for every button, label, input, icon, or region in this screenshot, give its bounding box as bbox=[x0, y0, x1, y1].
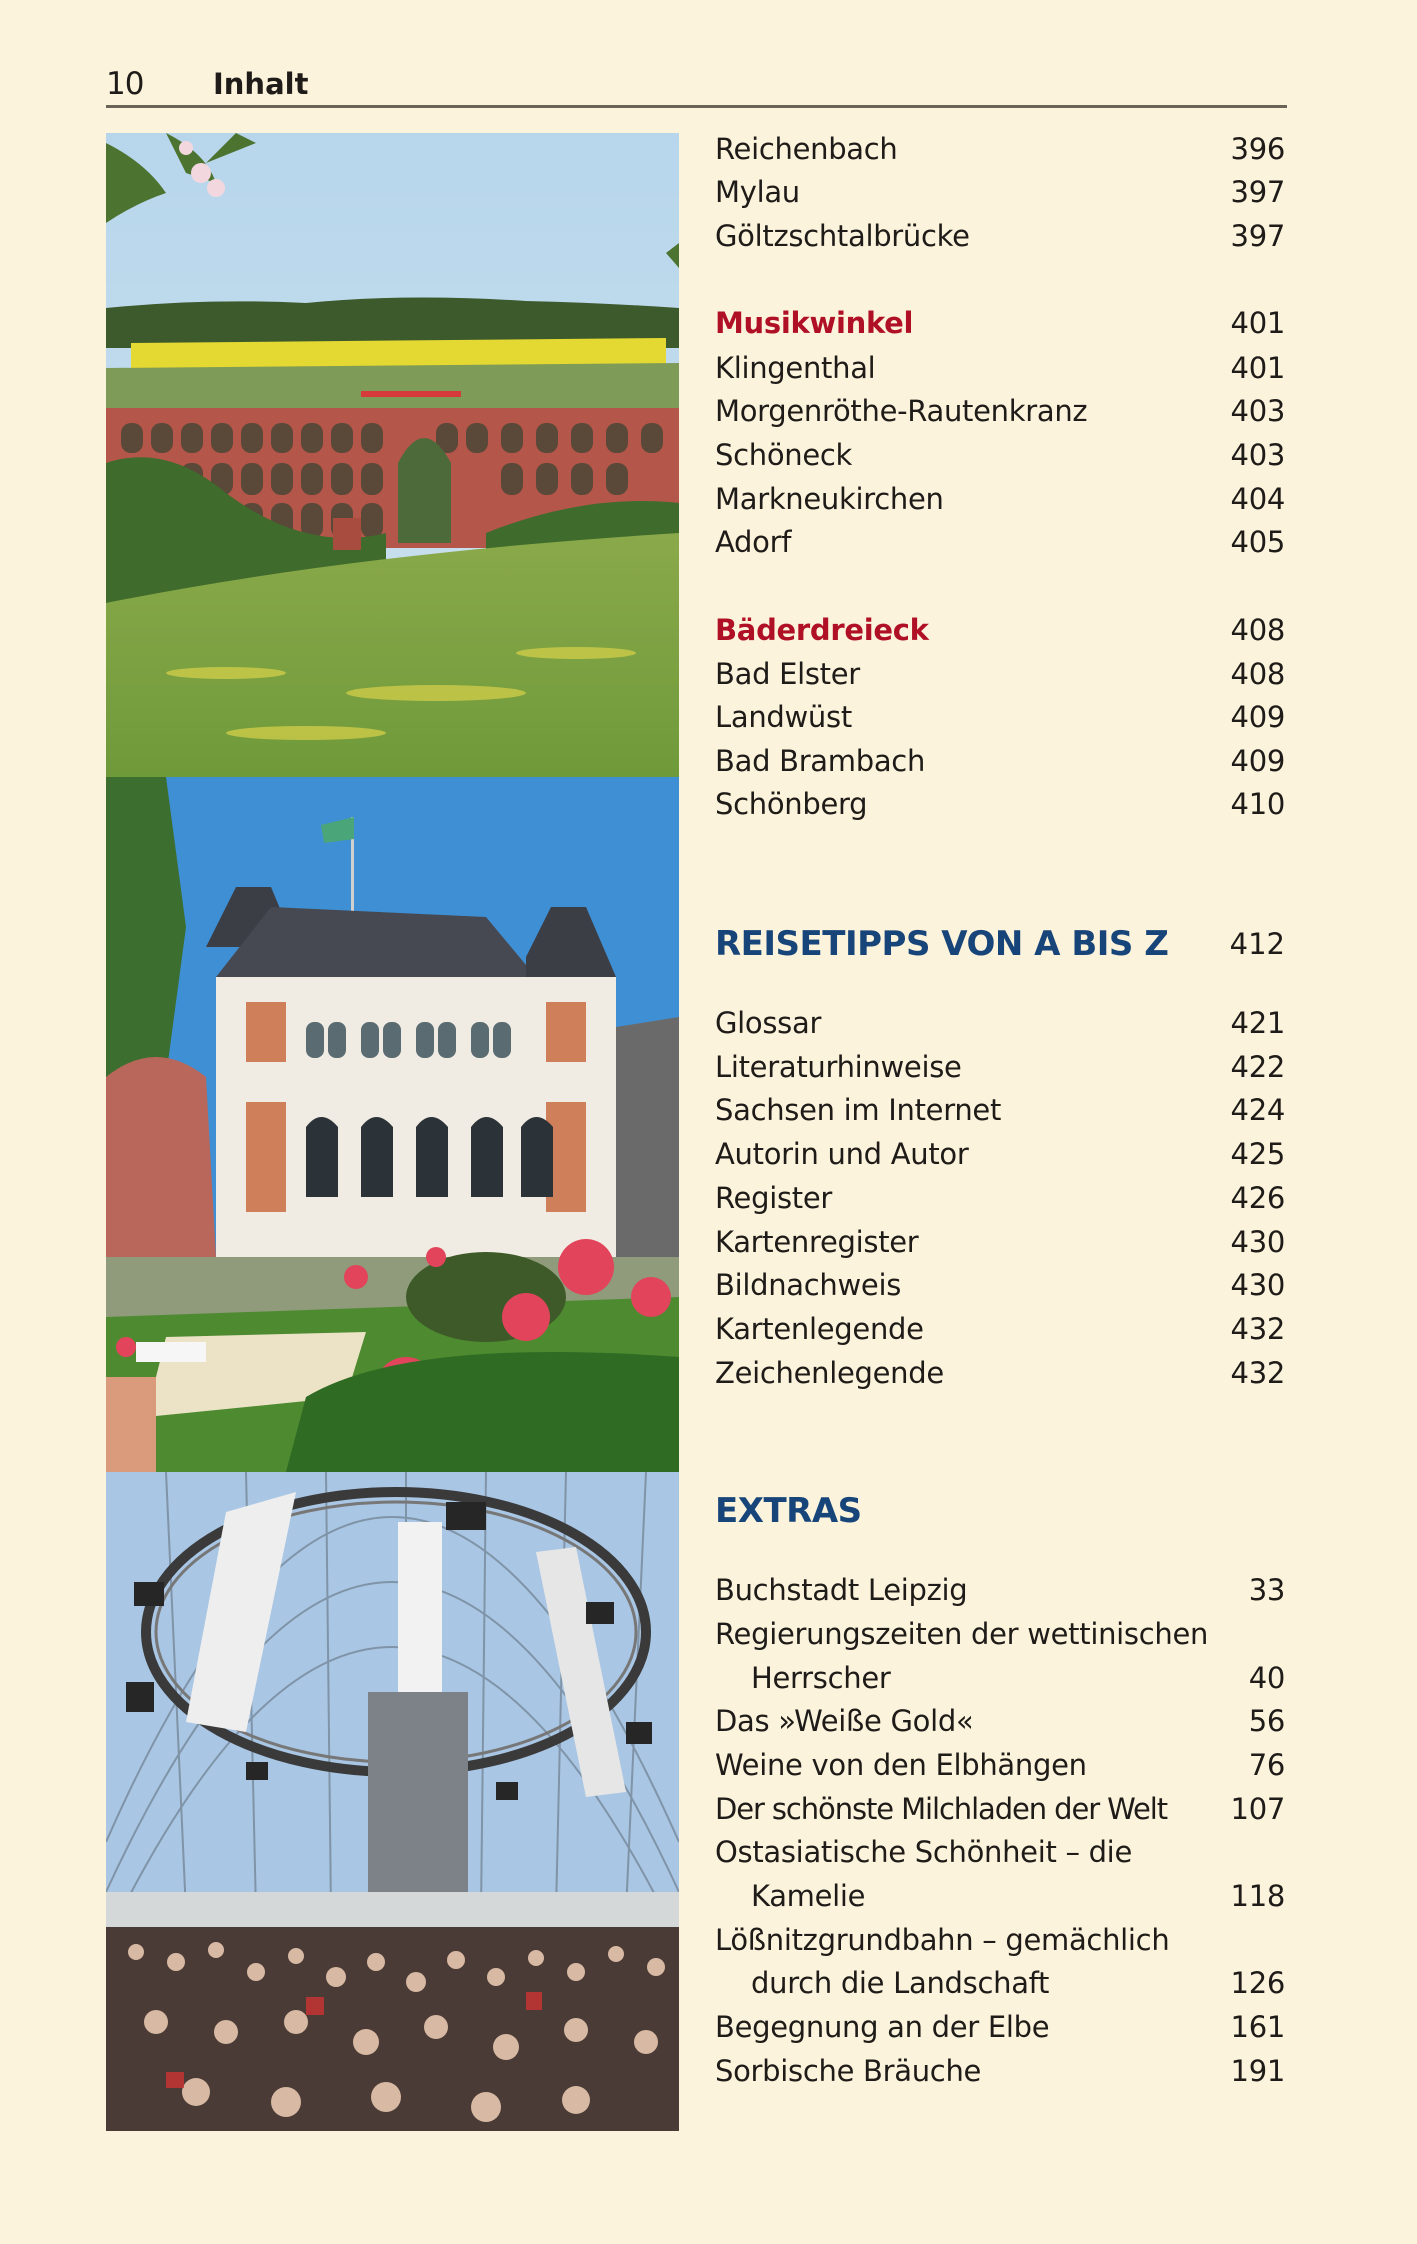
toc-extra-entry[interactable]: Das »Weiße Gold« 56 bbox=[715, 1699, 1285, 1743]
toc-section-extras: EXTRAS bbox=[715, 1491, 862, 1531]
page-ref: 403 bbox=[1230, 394, 1285, 428]
toc-entry[interactable]: Schönberg 410 bbox=[715, 782, 1285, 826]
photo-leipzig-glass-hall bbox=[106, 1472, 679, 2131]
toc-extra-entry[interactable]: Sorbische Bräuche 191 bbox=[715, 2049, 1285, 2093]
toc-extra-entry[interactable]: Ostasiatische Schönheit – die bbox=[715, 1835, 1132, 1869]
toc-entry[interactable]: Bad Brambach 409 bbox=[715, 739, 1285, 783]
page-ref: 401 bbox=[1230, 351, 1285, 385]
page-ref: 403 bbox=[1230, 438, 1285, 472]
toc-extra-entry-continuation[interactable]: Herrscher 40 bbox=[715, 1656, 1285, 1700]
toc-entry[interactable]: Bad Elster 408 bbox=[715, 652, 1285, 696]
toc-entry[interactable]: Markneukirchen 404 bbox=[715, 477, 1285, 521]
toc-extra-entry-continuation[interactable]: durch die Landschaft 126 bbox=[715, 1961, 1285, 2005]
toc-entry[interactable]: Morgenröthe-Rautenkranz 403 bbox=[715, 389, 1285, 433]
page-ref: 432 bbox=[1230, 1312, 1285, 1346]
page-ref: 397 bbox=[1230, 219, 1285, 253]
toc-extra-entry[interactable]: Der schönste Milchladen der Welt 107 bbox=[715, 1787, 1285, 1831]
page-ref: 33 bbox=[1248, 1573, 1285, 1607]
toc-entry[interactable]: Sachsen im Internet 424 bbox=[715, 1088, 1285, 1132]
toc-entry[interactable]: Bildnachweis 430 bbox=[715, 1263, 1285, 1307]
page-ref: 161 bbox=[1230, 2010, 1285, 2044]
toc-entry[interactable]: Mylau 397 bbox=[715, 170, 1285, 214]
toc-entry[interactable]: Kartenlegende 432 bbox=[715, 1307, 1285, 1351]
glass-hall-image bbox=[106, 1472, 679, 2131]
toc-entry[interactable]: Literaturhinweise 422 bbox=[715, 1045, 1285, 1089]
header-rule bbox=[106, 105, 1287, 108]
page-ref: 408 bbox=[1230, 657, 1285, 691]
page-ref: 430 bbox=[1230, 1225, 1285, 1259]
page-ref: 432 bbox=[1230, 1356, 1285, 1390]
toc-entry[interactable]: Landwüst 409 bbox=[715, 695, 1285, 739]
page-ref: 412 bbox=[1229, 927, 1285, 961]
page-ref: 397 bbox=[1230, 175, 1285, 209]
toc-entry[interactable]: Adorf 405 bbox=[715, 520, 1285, 564]
toc-extra-entry[interactable]: Buchstadt Leipzig 33 bbox=[715, 1568, 1285, 1612]
page-ref: 405 bbox=[1230, 525, 1285, 559]
toc-region-heading[interactable]: Bäderdreieck 408 bbox=[715, 608, 1285, 652]
page-ref: 409 bbox=[1230, 744, 1285, 778]
page-ref: 408 bbox=[1230, 613, 1285, 647]
photo-column bbox=[106, 133, 679, 2131]
toc-extra-entry[interactable]: Begegnung an der Elbe 161 bbox=[715, 2005, 1285, 2049]
toc-extra-entry[interactable]: Weine von den Elbhängen 76 bbox=[715, 1743, 1285, 1787]
page-ref: 410 bbox=[1230, 787, 1285, 821]
page-ref: 425 bbox=[1230, 1137, 1285, 1171]
toc-region-heading[interactable]: Musikwinkel 401 bbox=[715, 301, 1285, 345]
page-number: 10 bbox=[106, 66, 144, 102]
toc-extra-entry-continuation[interactable]: Kamelie 118 bbox=[715, 1874, 1285, 1918]
toc-entry[interactable]: Kartenregister 430 bbox=[715, 1220, 1285, 1264]
page-ref: 126 bbox=[1230, 1966, 1285, 2000]
toc-section-reisetipps[interactable]: REISETIPPS VON A BIS Z 412 bbox=[715, 919, 1285, 969]
page-ref: 422 bbox=[1230, 1050, 1285, 1084]
page-ref: 396 bbox=[1230, 132, 1285, 166]
toc-entry[interactable]: Klingenthal 401 bbox=[715, 346, 1285, 390]
page-ref: 118 bbox=[1230, 1879, 1285, 1913]
photo-bad-elster-kurhaus bbox=[106, 777, 679, 1472]
toc-entry[interactable]: Glossar 421 bbox=[715, 1001, 1285, 1045]
page-ref: 430 bbox=[1230, 1268, 1285, 1302]
photo-goeltzschtal-viaduct bbox=[106, 133, 679, 777]
toc-extra-entry[interactable]: Lößnitzgrundbahn – gemächlich bbox=[715, 1923, 1170, 1957]
page-ref: 40 bbox=[1248, 1661, 1285, 1695]
page-ref: 56 bbox=[1248, 1704, 1285, 1738]
page-ref: 401 bbox=[1230, 306, 1285, 340]
toc-extra-entry[interactable]: Regierungszeiten der wettinischen bbox=[715, 1617, 1209, 1651]
page-ref: 409 bbox=[1230, 700, 1285, 734]
page-ref: 107 bbox=[1230, 1792, 1285, 1826]
page-ref: 426 bbox=[1230, 1181, 1285, 1215]
page-ref: 404 bbox=[1230, 482, 1285, 516]
kurhaus-image bbox=[106, 777, 679, 1472]
toc-entry[interactable]: Göltzschtalbrücke 397 bbox=[715, 214, 1285, 258]
page-ref: 424 bbox=[1230, 1093, 1285, 1127]
toc-entry[interactable]: Zeichenlegende 432 bbox=[715, 1351, 1285, 1395]
running-title: Inhalt bbox=[213, 67, 309, 101]
toc-entry[interactable]: Register 426 bbox=[715, 1176, 1285, 1220]
viaduct-image bbox=[106, 133, 679, 777]
toc-entry[interactable]: Schöneck 403 bbox=[715, 433, 1285, 477]
page-ref: 421 bbox=[1230, 1006, 1285, 1040]
page-ref: 191 bbox=[1230, 2054, 1285, 2088]
toc-entry[interactable]: Reichenbach 396 bbox=[715, 127, 1285, 171]
page-ref: 76 bbox=[1248, 1748, 1285, 1782]
toc-entry[interactable]: Autorin und Autor 425 bbox=[715, 1132, 1285, 1176]
